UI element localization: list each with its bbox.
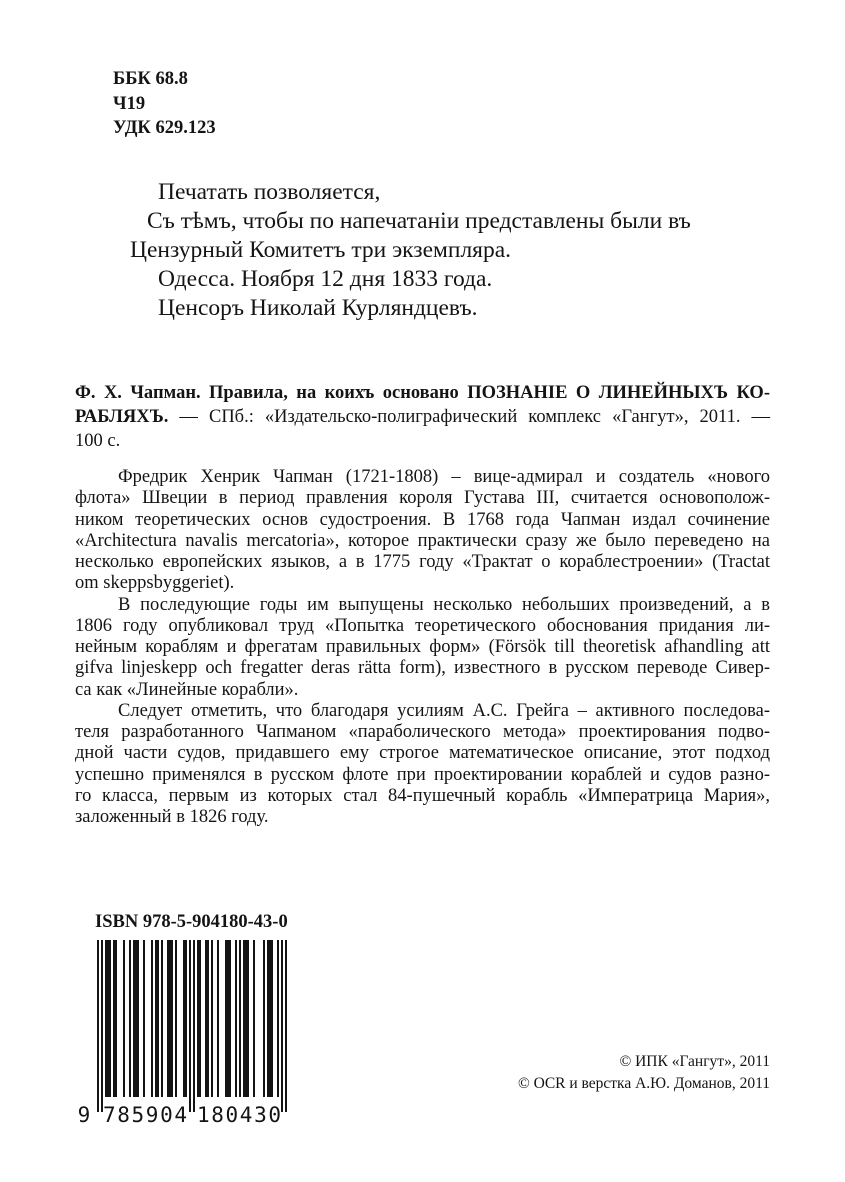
barcode-bar <box>123 940 125 1097</box>
barcode-bar <box>205 940 209 1097</box>
text-line: дной части судов, придавшего ему строгое математическое описание, этот подход <box>75 743 770 764</box>
copyright-publisher: © ИПК «Гангут», 2011 <box>619 1053 770 1070</box>
barcode-bar <box>113 940 117 1097</box>
barcode-bar <box>267 940 273 1097</box>
barcode-bar <box>243 940 249 1097</box>
page-count: 100 с. <box>75 431 121 451</box>
text-line: са как «Линейные корабли». <box>75 679 299 700</box>
text-line: 1806 году опубликовал труд «Попытка теоретического обоснования придания ли- <box>75 615 770 636</box>
barcode-bar <box>151 940 153 1097</box>
barcode-bar <box>263 940 265 1097</box>
barcode-digits-right: 180430 <box>197 1103 281 1127</box>
barcode-bar <box>143 940 145 1097</box>
censorship-line: Съ тѣмъ, чтобы по напечатаніи представлены были въ <box>147 208 691 234</box>
censorship-permission <box>0 178 845 323</box>
barcode-bar <box>253 940 255 1097</box>
text-line: om skeppsbyggeriet). <box>75 573 235 594</box>
bibliographic-publication-line <box>75 405 770 429</box>
udk-code: УДК 629.123 <box>113 118 216 138</box>
censorship-date: Одесса. Ноября 12 дня 1833 года. <box>158 266 493 292</box>
barcode-bar <box>133 940 139 1097</box>
barcode-bar <box>217 940 219 1097</box>
text-line: Следует отметить, что благодаря усилиям А.С. Грейга – активного последова- <box>118 700 770 721</box>
copyright-block <box>518 1051 770 1095</box>
barcode-bar <box>225 940 231 1097</box>
text-line: Фредрик Хенрик Чапман (1721-1808) – вице-адмирал и создатель «нового <box>118 467 770 487</box>
barcode-bar <box>197 940 201 1097</box>
barcode-bar <box>155 940 159 1097</box>
bibliographic-entry <box>75 381 770 453</box>
censor-signature: Ценсоръ Николай Курляндцевъ. <box>158 295 478 321</box>
barcode-bar <box>129 940 131 1097</box>
text-line: gifva linjeskepp och fregatter deras rätta form), известного в русском переводе Сивер- <box>75 658 770 679</box>
barcode-guard-bar <box>97 940 99 1112</box>
barcode-bars <box>97 940 287 1112</box>
text-line: ником теоретических основ судостроения. В 1768 года Чапман издал сочинение <box>75 509 770 530</box>
classification-block <box>113 67 216 141</box>
text-line: го класса, первым из которых стал 84-пушечный корабль «Императрица Мария», <box>75 785 770 806</box>
barcode-guard-bar <box>101 940 103 1112</box>
barcode-bar <box>161 940 163 1097</box>
abstract-paragraph <box>75 701 770 829</box>
barcode-guard-bar <box>193 940 195 1112</box>
text-line: флота» Швеции в период правления короля Густава III, считается основополож- <box>75 488 770 509</box>
text-line: заложенный в 1826 году. <box>75 807 269 827</box>
barcode-bar <box>183 940 187 1097</box>
barcode-bar <box>235 940 237 1097</box>
isbn-label: ISBN 978-5-904180-43-0 <box>95 912 288 932</box>
isbn-barcode <box>70 935 300 1130</box>
censorship-line: Печатать позволяется, <box>158 179 381 205</box>
title-continuation: РАБЛЯХЪ. <box>75 407 169 427</box>
barcode-bar <box>167 940 173 1097</box>
barcode-bar <box>239 940 241 1097</box>
text-line: теля разработанного Чапманом «параболического метода» проектирования подво- <box>75 722 770 742</box>
barcode-guard-bar <box>189 940 191 1112</box>
censorship-line: Цензурный Комитетъ три экземпляра. <box>130 237 512 263</box>
bibliographic-title-line: Ф. Х. Чапман. Правила, на коихъ основано ПОЗНАНІЕ О ЛИНЕЙНЫХЪ КО- <box>75 383 770 403</box>
barcode-digits-left: 785904 <box>103 1103 187 1127</box>
text-line: В последующие годы им выпущены несколько небольших произведений, а в <box>118 594 770 615</box>
barcode-bar <box>211 940 213 1097</box>
copyright-layout: © OCR и верстка А.Ю. Доманов, 2011 <box>517 1075 770 1092</box>
barcode-digit-first: 9 <box>77 1103 91 1127</box>
publication-details: — СПб.: «Издательско-полиграфический комплекс «Гангут», 2011. — <box>179 407 771 427</box>
barcode-guard-bar <box>285 940 287 1112</box>
text-line: успешно применялся в русском флоте при проектировании кораблей и судов разно- <box>75 764 770 785</box>
barcode-bar <box>277 940 279 1097</box>
abstract-paragraph <box>75 467 770 595</box>
barcode-bar <box>105 940 111 1097</box>
bbk-code: ББК 68.8 <box>113 69 188 89</box>
text-line: нейным кораблям и фрегатам правильных форм» (Försök till theoretisk afhandling att <box>75 637 770 657</box>
barcode-bar <box>175 940 177 1097</box>
text-line: «Architectura navalis mercatoria», которое практически сразу же было переведено на <box>75 530 770 551</box>
abstract <box>75 467 770 828</box>
author-mark: Ч19 <box>113 93 146 114</box>
barcode-guard-bar <box>281 940 283 1112</box>
text-line: несколько европейских языков, а в 1775 году «Трактат о кораблестроении» (Tractat <box>75 552 770 572</box>
abstract-paragraph <box>75 595 770 701</box>
